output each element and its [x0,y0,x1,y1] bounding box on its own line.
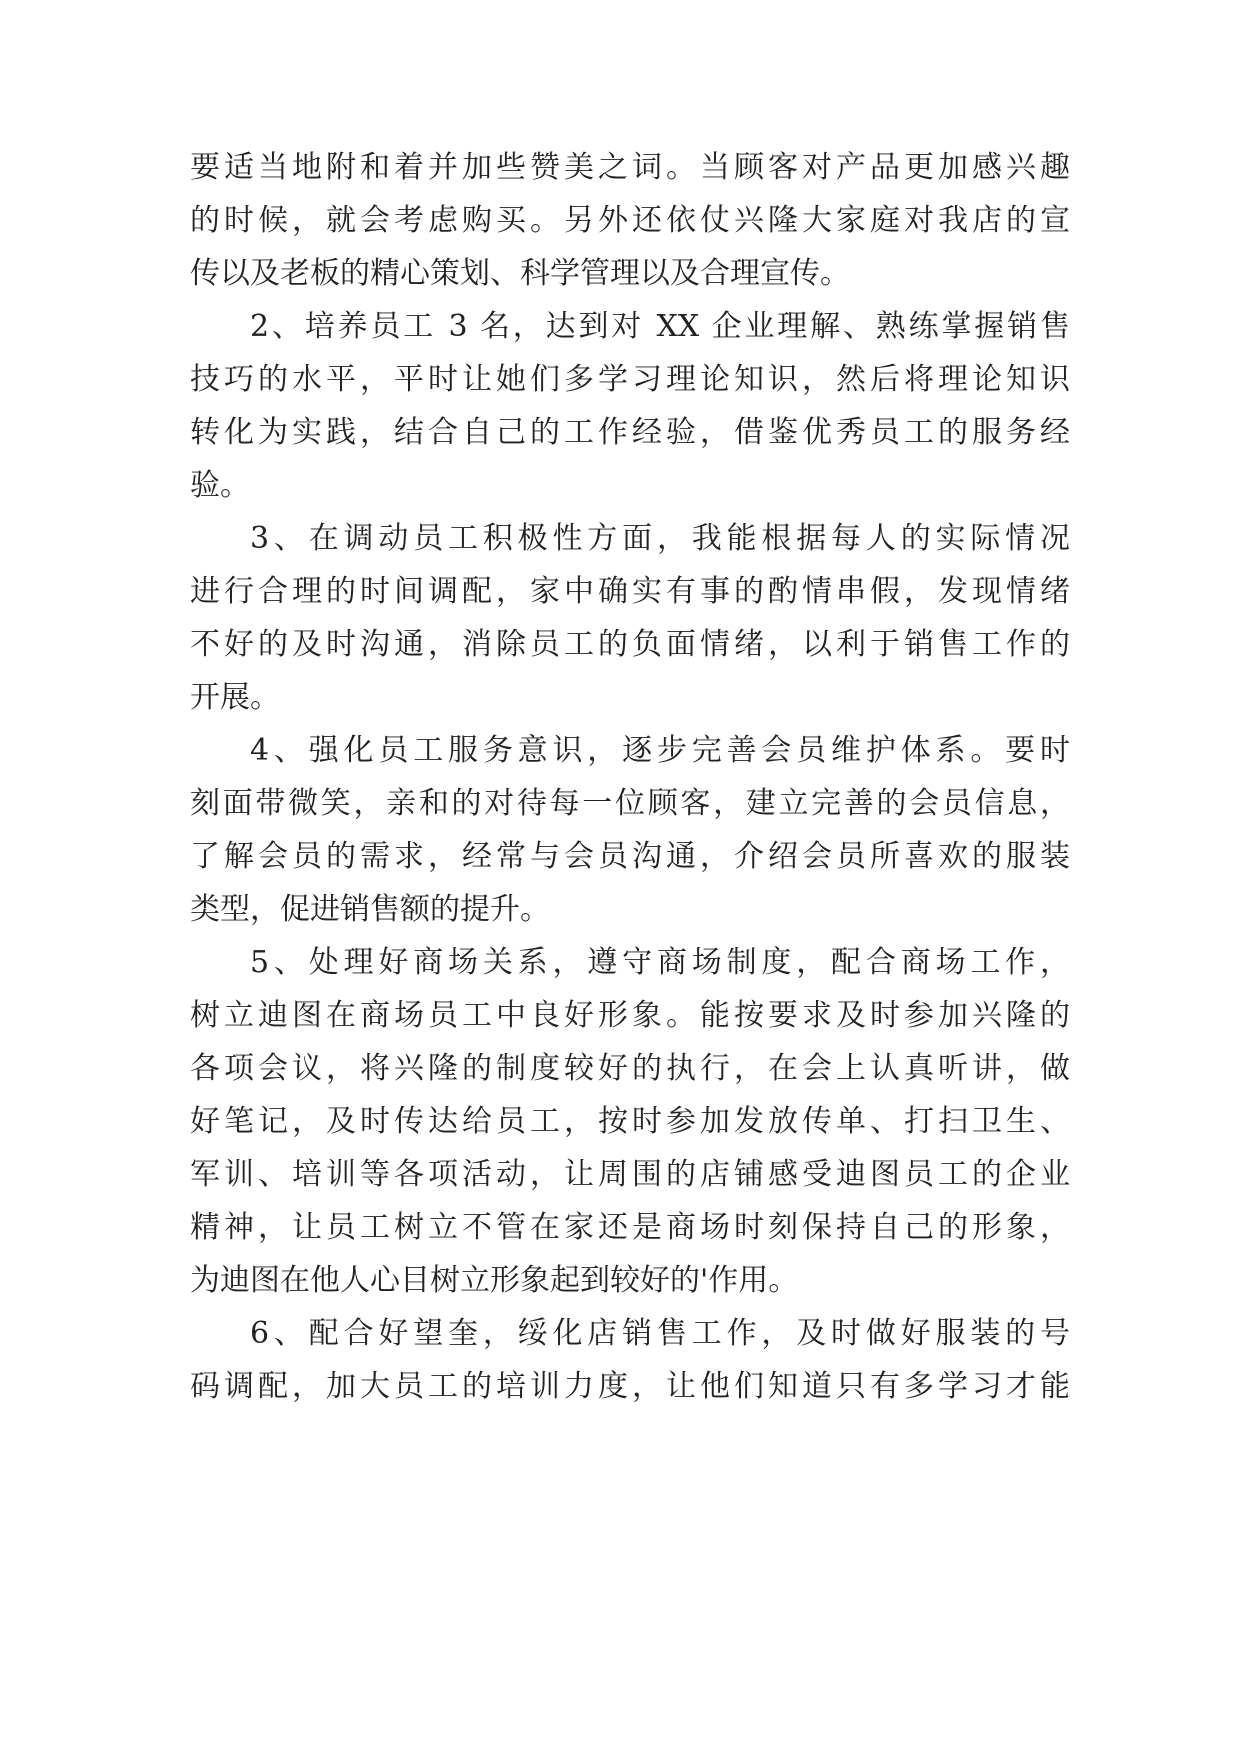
text-line: 刻面带微笑，亲和的对待每一位顾客，建立完善的会员信息， [190,786,1070,821]
text-line: 的时候，就会考虑购买。另外还依仗兴隆大家庭对我店的宣 [190,203,1070,238]
text-line: 传以及老板的精心策划、科学管理以及合理宣传。 [190,256,850,291]
text-line: 5、处理好商场关系，遵守商场制度，配合商场工作， [250,945,1070,980]
text-line: 3、在调动员工积极性方面，我能根据每人的实际情况 [250,521,1070,556]
text-line: 类型，促进销售额的提升。 [190,892,550,927]
text-line: 6、配合好望奎，绥化店销售工作，及时做好服装的号 [250,1316,1070,1351]
text-line: 转化为实践，结合自己的工作经验，借鉴优秀员工的服务经 [190,415,1070,450]
text-line: 技巧的水平，平时让她们多学习理论知识，然后将理论知识 [190,362,1070,397]
text-line: 各项会议，将兴隆的制度较好的执行，在会上认真听讲，做 [190,1051,1070,1086]
text-line: 验。 [190,468,250,503]
text-line: 2、培养员工 3 名，达到对 XX 企业理解、熟练掌握销售 [250,309,1070,344]
text-line: 树立迪图在商场员工中良好形象。能按要求及时参加兴隆的 [190,998,1070,1033]
text-line: 码调配，加大员工的培训力度，让他们知道只有多学习才能 [190,1369,1070,1404]
text-line: 进行合理的时间调配，家中确实有事的酌情串假，发现情绪 [190,574,1070,609]
text-line: 不好的及时沟通，消除员工的负面情绪，以利于销售工作的 [190,627,1070,662]
text-line: 为迪图在他人心目树立形象起到较好的'作用。 [190,1263,799,1298]
text-line: 4、强化员工服务意识，逐步完善会员维护体系。要时 [250,733,1070,768]
text-line: 精神，让员工树立不管在家还是商场时刻保持自己的形象， [190,1210,1070,1245]
text-line: 开展。 [190,680,280,715]
text-line: 了解会员的需求，经常与会员沟通，介绍会员所喜欢的服装 [190,839,1070,874]
text-line: 要适当地附和着并加些赞美之词。当顾客对产品更加感兴趣 [190,150,1070,185]
text-line: 军训、培训等各项活动，让周围的店铺感受迪图员工的企业 [190,1157,1070,1192]
text-line: 好笔记，及时传达给员工，按时参加发放传单、打扫卫生、 [190,1104,1070,1139]
